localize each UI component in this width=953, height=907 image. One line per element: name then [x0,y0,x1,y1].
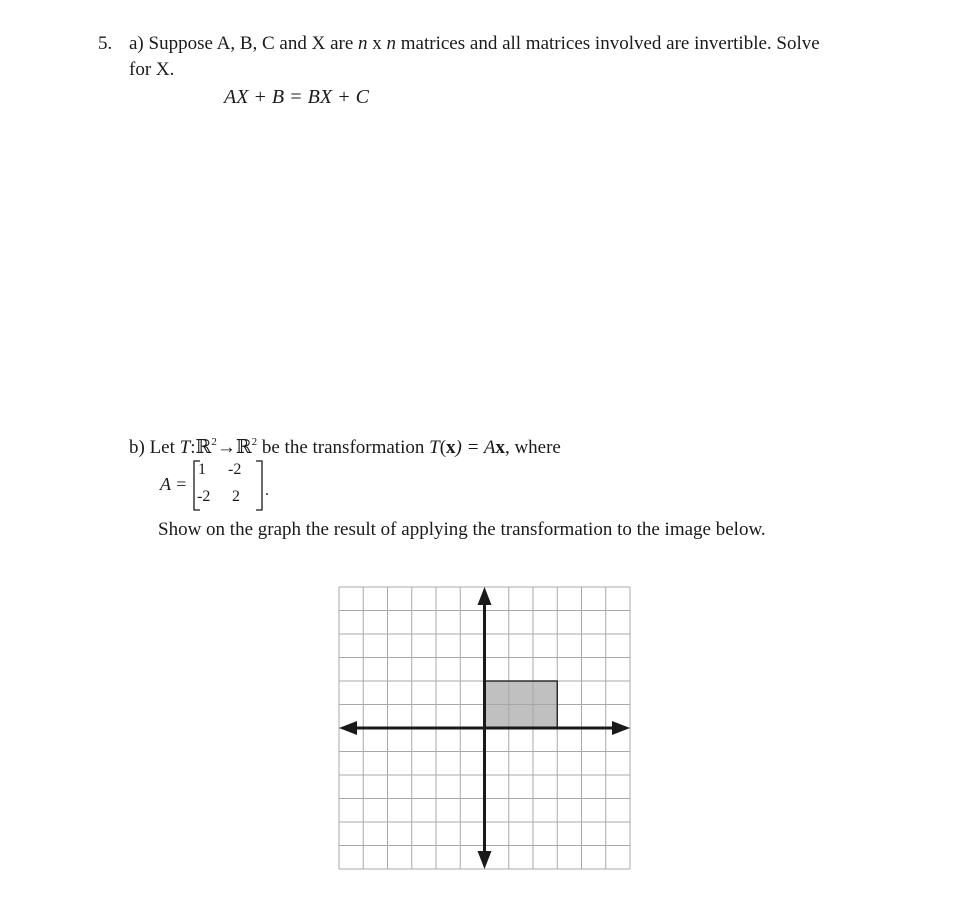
dimension-n: n [358,33,368,54]
coordinate-grid[interactable] [336,584,634,874]
matrix-right-bracket [256,461,262,510]
matrix-cell-r1c2: -2 [228,461,242,478]
domain-space: :ℝ [190,437,212,458]
part-b-label: b) [129,437,145,458]
part-a-label: a) [129,33,144,54]
matrix-period: . [265,482,269,499]
x-axis-right-arrow [612,721,630,735]
part-a-text-after: matrices and all matrices involved are invertible. Solve [400,33,820,54]
codomain-exponent: 2 [251,436,258,448]
part-a-text [129,33,820,55]
equals-a: ) = A [455,437,496,458]
part-b-text: b) Let T:ℝ$^2$→ℝ$^2$ be the transformation T(x) = Ax, where [129,436,561,458]
dimension-x: x [372,33,382,54]
question-number: 5. [98,33,113,54]
x-axis-left-arrow [339,721,357,735]
part-a-text-before: Suppose A, B, C and X are [148,33,354,54]
matrix-cell-r1c1: 1 [198,461,206,478]
dimension-n-2: n [386,33,397,54]
part-a-text-line2: for X. [129,59,175,80]
matrix-label: A = [160,474,188,494]
matrix-cell-r2c2: 2 [232,488,240,505]
matrix-a [160,458,300,513]
part-a-equation: AX + B = BX + C [224,86,369,108]
domain-exponent: 2 [211,436,217,448]
transform-symbol: T [179,437,191,458]
part-b-let: Let [149,437,175,458]
y-axis-up-arrow [478,587,492,605]
vector-x: x [446,437,456,458]
vector-x-2: x [495,437,505,458]
matrix-cell-r2c1: -2 [197,488,211,505]
codomain-space: →ℝ [216,437,252,458]
part-b-instruction: Show on the graph the result of applying the transformation to the image below. [158,519,766,540]
y-axis-down-arrow [478,851,492,869]
part-b-be-the: be the transformation [261,437,425,458]
transform-symbol-2: T [429,437,440,458]
part-b-where: , where [504,437,561,458]
